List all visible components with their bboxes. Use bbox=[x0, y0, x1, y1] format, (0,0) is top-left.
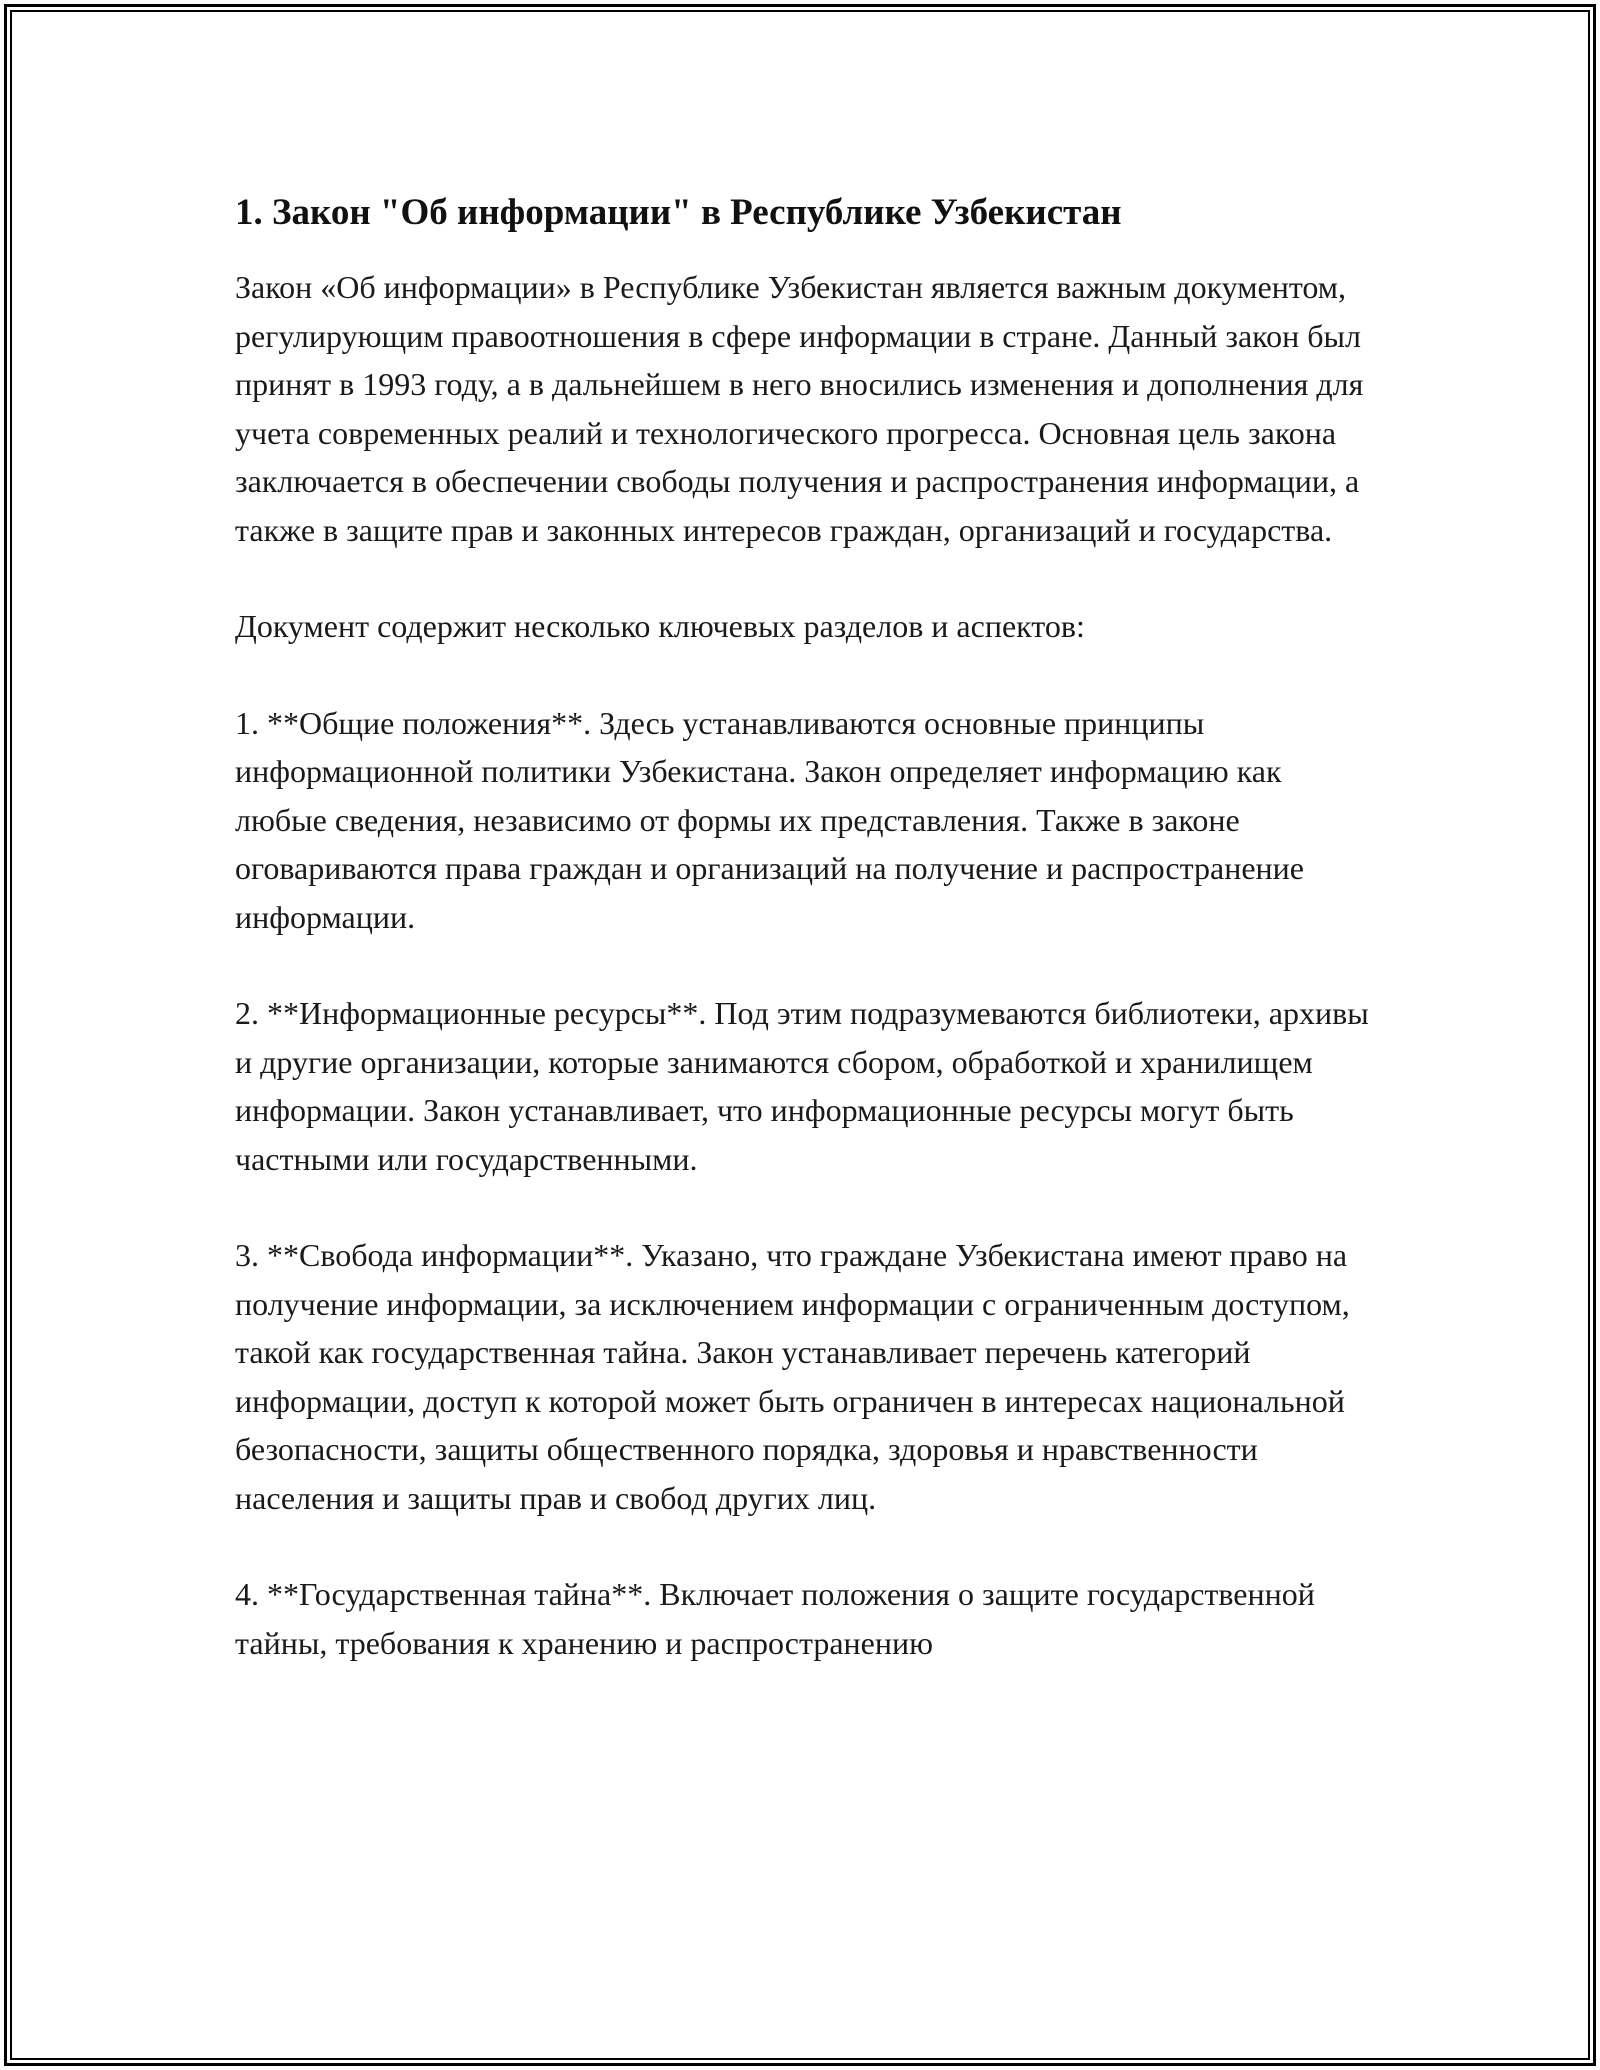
paragraph-general-provisions: 1. **Общие положения**. Здесь устанавливаются основные принципы информационной политики Узбекистана. Закон определяет информацию как любые сведения, независимо от формы их представления. Также в законе оговариваются права граждан и организаций на получение и распространение информации. bbox=[235, 704, 1304, 935]
paragraph-freedom-of-information: 3. **Свобода информации**. Указано, что граждане Узбекистана имеют право на получение информации, за исключением информации с ограниченным доступом, такой как государственная тайна. Закон устанавливает перечень категорий информации, доступ к которой может быть ограничен в интересах национальной безопасности, защиты общественного порядка, здоровья и нравственности населения и защиты прав и свобод других лиц. bbox=[235, 1237, 1350, 1516]
paragraph-state-secret: 4. **Государственная тайна**. Включает положения о защите государственной тайны, требования к хранению и распространению bbox=[235, 1576, 1315, 1661]
paragraph-sections-lead: Документ содержит несколько ключевых разделов и аспектов: bbox=[235, 608, 1085, 644]
paragraph-information-resources: 2. **Информационные ресурсы**. Под этим подразумеваются библиотеки, архивы и другие организации, которые занимаются сбором, обработкой и хранилищем информации. Закон устанавливает, что информационные ресурсы могут быть частными или государственными. bbox=[235, 995, 1369, 1177]
document-title: 1. Закон "Об информации" в Республике Узбекистан bbox=[235, 192, 1122, 233]
paragraph-intro: Закон «Об информации» в Республике Узбекистан является важным документом, регулирующим правоотношения в сфере информации в стране. Данный закон был принят в 1993 году, а в дальнейшем в него вносились изменения и дополнения для учета современных реалий и технологического прогресса. Основная цель закона заключается в обеспечении свободы получения и распространения информации, а также в защите прав и законных интересов граждан, организаций и государства. bbox=[235, 269, 1364, 548]
document-body bbox=[235, 185, 1375, 1715]
